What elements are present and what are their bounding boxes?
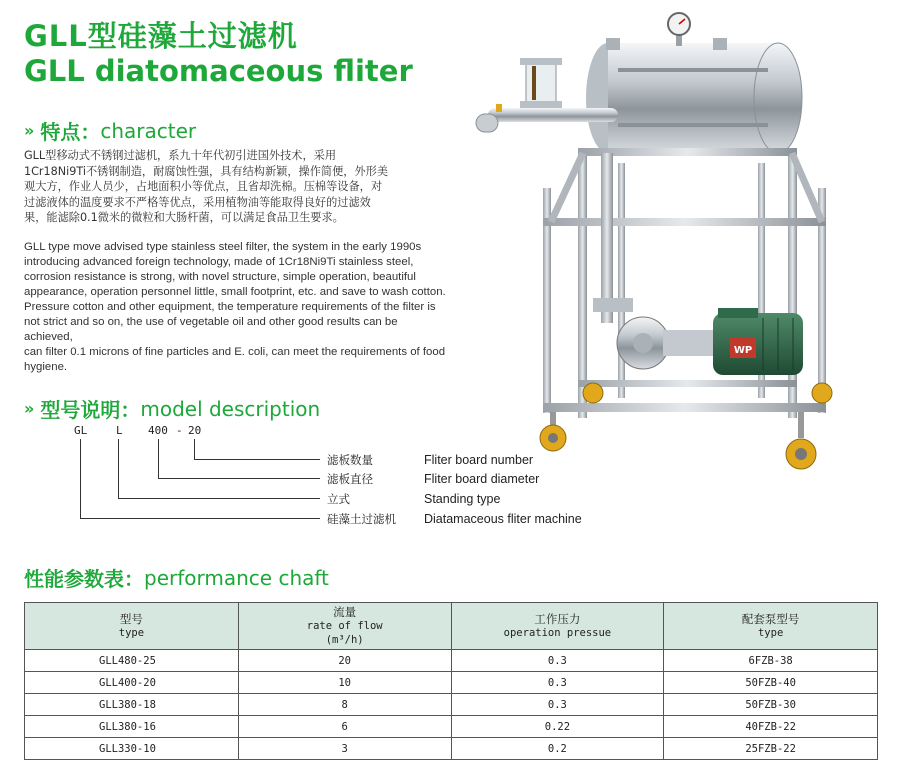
cell-pressure: 0.2 bbox=[451, 738, 664, 760]
para-en-line: GLL type move advised type stainless steel filter, the system in the early 1990s bbox=[24, 241, 422, 253]
cell-pump: 25FZB-22 bbox=[664, 738, 878, 760]
motor-badge-text: WP bbox=[733, 345, 753, 356]
sight-glass bbox=[520, 58, 562, 108]
connector-line bbox=[158, 478, 320, 479]
header-flow-cn: 流量 bbox=[333, 605, 357, 619]
label-board-diameter-en: Fliter board diameter bbox=[424, 472, 540, 486]
model-heading bbox=[24, 394, 320, 423]
label-standing-en: Standing type bbox=[424, 492, 501, 506]
header-pressure bbox=[451, 603, 664, 650]
para-cn-line: 果，能滤除0.1微米的微粒和大肠杆菌，可以满足食品卫生要求。 bbox=[24, 211, 344, 224]
para-en-line: hygiene. bbox=[24, 361, 68, 373]
performance-heading-en: performance chaft bbox=[144, 565, 329, 590]
header-pump-en: type bbox=[757, 627, 784, 639]
character-heading bbox=[24, 116, 196, 145]
cell-pressure: 0.3 bbox=[451, 694, 664, 716]
table-row bbox=[25, 650, 878, 672]
model-code-dash: - bbox=[176, 424, 183, 437]
cell-pump: 50FZB-40 bbox=[664, 672, 878, 694]
cell-type: GLL480-25 bbox=[25, 650, 239, 672]
cell-pump: 50FZB-30 bbox=[664, 694, 878, 716]
para-en-line: appearance, operation personnel little, small footprint, etc. and save to wash cotton. bbox=[24, 286, 446, 298]
performance-heading-cn: 性能参数表： bbox=[24, 567, 144, 591]
connector-line bbox=[194, 459, 320, 460]
label-machine-cn: 硅藻土过滤机 bbox=[327, 512, 396, 526]
connector-line bbox=[80, 439, 81, 518]
header-flow bbox=[238, 603, 451, 650]
label-machine-en: Diatamaceous fliter machine bbox=[424, 512, 582, 526]
para-en-line: Pressure cotton and other equipment, the temperature requirements of the filter is bbox=[24, 301, 436, 313]
para-cn-line: GLL型移动式不锈钢过滤机，系九十年代初引进国外技术，采用 bbox=[24, 149, 337, 162]
double-chevron-icon: » bbox=[24, 121, 35, 140]
para-en-line: can filter 0.1 microns of fine particles and E. coli, can meet the requirements of food bbox=[24, 346, 446, 358]
connector-line bbox=[194, 439, 195, 459]
header-flow-unit: (m³/h) bbox=[325, 634, 364, 646]
table-row bbox=[25, 738, 878, 760]
para-cn-line: 观大方，作业人员少，占地面积小等优点，且省却洗棉。压棉等设备，对 bbox=[24, 180, 383, 193]
cell-flow: 10 bbox=[238, 672, 451, 694]
table-row bbox=[25, 694, 878, 716]
para-cn-line: 1Cr18Ni9Ti不锈钢制造，耐腐蚀性强，具有结构新颖，操作简便，外形美 bbox=[24, 164, 389, 178]
header-pump-cn: 配套泵型号 bbox=[741, 612, 800, 626]
cell-pump: 40FZB-22 bbox=[664, 716, 878, 738]
header-type-en: type bbox=[118, 627, 145, 639]
double-chevron-icon: » bbox=[24, 399, 35, 418]
cell-flow: 3 bbox=[238, 738, 451, 760]
table-row bbox=[25, 672, 878, 694]
motor bbox=[713, 308, 803, 375]
title-chinese: GLL型硅藻土过滤机 bbox=[24, 19, 298, 53]
label-board-number-cn: 滤板数量 bbox=[327, 453, 373, 467]
pump bbox=[593, 298, 718, 369]
pressure-gauge-icon bbox=[668, 13, 690, 46]
connector-line bbox=[158, 439, 159, 478]
model-code-gl: GL bbox=[74, 424, 88, 437]
connector-line bbox=[80, 518, 320, 519]
label-board-number-en: Fliter board number bbox=[424, 453, 534, 467]
connector-line bbox=[118, 439, 119, 498]
header-flow-en: rate of flow bbox=[306, 620, 383, 632]
character-paragraph-cn bbox=[24, 148, 449, 226]
header-pressure-en: operation pressue bbox=[503, 627, 612, 639]
model-code-diameter: 400 bbox=[148, 424, 168, 437]
cell-type: GLL380-16 bbox=[25, 716, 239, 738]
table-row bbox=[25, 716, 878, 738]
character-heading-cn: 特点： bbox=[40, 120, 101, 144]
character-heading-en: character bbox=[100, 118, 197, 143]
table-header-row bbox=[25, 603, 878, 650]
character-paragraph-en bbox=[24, 240, 449, 375]
model-heading-en: model description bbox=[140, 396, 321, 421]
header-pump bbox=[664, 603, 878, 650]
label-board-diameter-cn: 滤板直径 bbox=[327, 472, 373, 486]
tank bbox=[586, 43, 802, 153]
connector-line bbox=[118, 498, 320, 499]
cell-pressure: 0.3 bbox=[451, 672, 664, 694]
cell-pressure: 0.3 bbox=[451, 650, 664, 672]
header-type bbox=[25, 603, 239, 650]
cell-type: GLL330-10 bbox=[25, 738, 239, 760]
filter-machine-photo bbox=[468, 8, 894, 480]
para-en-line: corrosion resistance is strong, with novel structure, simple operation, beautiful bbox=[24, 271, 416, 283]
header-pressure-cn: 工作压力 bbox=[534, 612, 581, 626]
label-standing-cn: 立式 bbox=[327, 492, 350, 506]
performance-table bbox=[24, 602, 878, 760]
para-en-line: not strict and so on, the use of vegetable oil and other good results can be achieved, bbox=[24, 316, 398, 343]
cell-type: GLL400-20 bbox=[25, 672, 239, 694]
model-heading-cn: 型号说明： bbox=[40, 398, 141, 422]
cell-pressure: 0.22 bbox=[451, 716, 664, 738]
para-en-line: introducing advanced foreign technology, made of 1Cr18Ni9Ti stainless steel, bbox=[24, 256, 414, 268]
cell-type: GLL380-18 bbox=[25, 694, 239, 716]
frame bbox=[543, 148, 826, 418]
cell-pump: 6FZB-38 bbox=[664, 650, 878, 672]
cell-flow: 6 bbox=[238, 716, 451, 738]
model-code-l: L bbox=[116, 424, 123, 437]
para-cn-line: 过滤液体的温度要求不严格等优点，采用植物油等能取得良好的过滤效 bbox=[24, 195, 371, 209]
title-english: GLL diatomaceous fliter bbox=[24, 54, 413, 88]
performance-heading bbox=[24, 563, 329, 592]
model-code-number: 20 bbox=[188, 424, 202, 437]
cell-flow: 8 bbox=[238, 694, 451, 716]
header-type-cn: 型号 bbox=[119, 612, 143, 626]
cell-flow: 20 bbox=[238, 650, 451, 672]
